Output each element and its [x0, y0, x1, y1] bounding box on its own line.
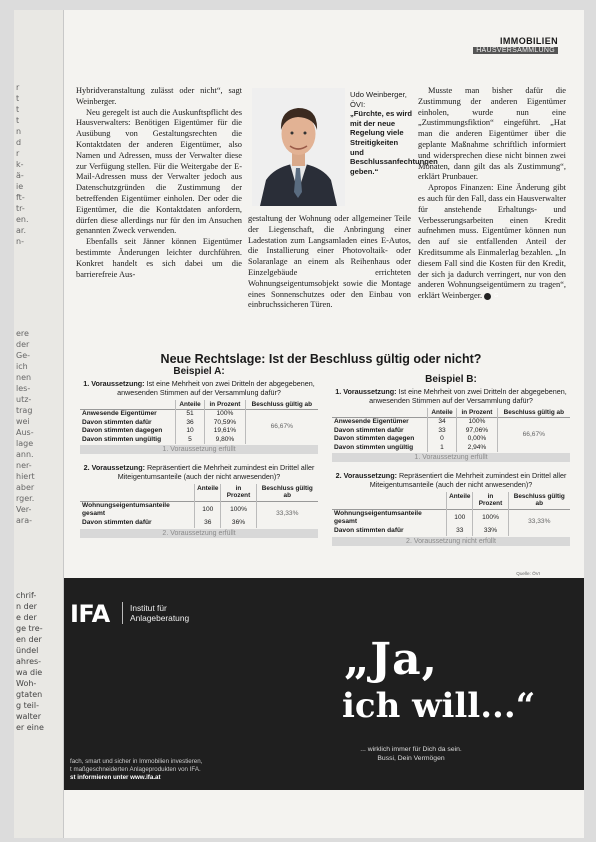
- row-anteile: 0: [427, 435, 457, 444]
- row-label: Davon stimmten dagegen: [82, 427, 163, 435]
- table-header-row: [332, 408, 570, 418]
- row-prozent: 100%: [205, 410, 245, 419]
- condition-question: Ist eine Mehrheit von zwei Dritteln der abgegebenen, anwesenden Stimmen auf der Versammlung dafür?: [369, 387, 567, 405]
- bleed-line: Aus-: [16, 428, 34, 437]
- bleed-line: Ge-: [16, 351, 31, 360]
- condition-text: [80, 380, 318, 398]
- condition-block: [332, 388, 570, 462]
- condition-heading: 1. Voraussetzung:: [83, 379, 145, 388]
- row-anteile: 10: [175, 427, 205, 436]
- bleed-line: tr-: [16, 204, 25, 213]
- example-a: [80, 366, 318, 538]
- bleed-line: d: [16, 138, 22, 147]
- row-prozent: 100%: [221, 501, 256, 519]
- header-prozent: in Prozent: [473, 492, 508, 509]
- section-header: [473, 36, 558, 54]
- institute-name: [130, 603, 189, 623]
- bleed-line: ie: [16, 182, 24, 191]
- article-column-2: [248, 214, 411, 311]
- row-label: Wohnungseigentumsanteile gesamt: [332, 509, 447, 527]
- condition-heading: 1. Voraussetzung:: [335, 387, 397, 396]
- photo-caption: [350, 90, 438, 176]
- header-prozent: in Prozent: [221, 484, 256, 501]
- bleed-line: g teil-: [16, 701, 40, 710]
- logo-divider: [122, 602, 123, 624]
- portrait-illustration: [252, 88, 345, 206]
- condition-question: Repräsentiert die Mehrheit zumindest ein Drittel aller Miteigentumsanteile (auch der nicht anwesenden)?: [369, 471, 567, 490]
- bleed-line: walter: [16, 712, 42, 721]
- bleed-line: Woh-: [16, 679, 37, 688]
- ad-link-text[interactable]: st informieren unter www.ifa.at: [70, 774, 161, 782]
- previous-page-edge: [14, 10, 64, 838]
- bleed-line: t: [16, 105, 20, 114]
- vote-table: [332, 492, 570, 536]
- bleed-line: ft-: [16, 193, 25, 202]
- condition-status: 2. Voraussetzung erfüllt: [80, 529, 318, 538]
- row-label: Wohnungseigentumsanteile gesamt: [80, 501, 195, 519]
- header-prozent: in Prozent: [205, 400, 245, 410]
- bleed-line: hiert: [16, 472, 35, 481]
- row-prozent: 0,00%: [457, 435, 497, 444]
- bleed-line: chrif-: [16, 591, 37, 600]
- bleed-line: ich: [16, 362, 28, 371]
- row-prozent: 19,61%: [205, 427, 245, 436]
- row-prozent: 9,80%: [205, 436, 245, 445]
- bleed-line: ara-: [16, 516, 32, 525]
- article-column-1: [76, 86, 242, 280]
- bleed-text-middle: [16, 328, 60, 526]
- condition-heading: 2. Voraussetzung:: [83, 463, 145, 473]
- magazine-page: [14, 10, 584, 838]
- vote-table: [80, 484, 318, 528]
- row-label: Anwesende Eigentümer: [80, 410, 175, 419]
- condition-text: [80, 464, 318, 482]
- condition-status: 1. Voraussetzung erfüllt: [80, 445, 318, 454]
- bleed-line: ahres-: [16, 657, 42, 666]
- row-prozent: 100%: [473, 509, 508, 527]
- bleed-line: trag: [16, 406, 33, 415]
- section-title: IMMOBILIEN: [500, 36, 558, 46]
- paragraph: gestaltung der Wohnung oder allgemeiner Teile der Liegenschaft, die Anbringung einer Ladestation zum Langsamladen eines E-Autos, die Installierung einer Photovoltaik- oder Solaranlage an einem als Reihenhaus oder Einzelgebäude errichteten Wohnungseigentumsobjekt sowie die Montage eines Sonnenschutzes oder den Einbau von einbruchssicheren Türen.: [248, 214, 411, 310]
- condition-text: [332, 388, 570, 406]
- bleed-line: ere: [16, 329, 29, 338]
- row-anteile: 1: [427, 444, 457, 453]
- bleed-line: n-: [16, 237, 24, 246]
- row-anteile: 100: [447, 509, 473, 527]
- row-anteile: 5: [175, 436, 205, 445]
- row-label: Davon stimmten dafür: [334, 426, 404, 434]
- subline-line: Bussi, Dein Vermögen: [377, 754, 445, 762]
- condition-block: [80, 380, 318, 454]
- header-beschluss: Beschluss gültig ab: [256, 484, 318, 501]
- section-subtitle: HAUSVERSAMMLUNG: [473, 47, 558, 54]
- row-label: Davon stimmten ungültig: [82, 435, 162, 443]
- header-beschluss: Beschluss gültig ab: [245, 400, 318, 410]
- row-prozent: 97,06%: [457, 427, 497, 436]
- bleed-line: en der: [16, 635, 42, 644]
- condition-question: Ist eine Mehrheit von zwei Dritteln der abgegebenen, anwesenden Stimmen auf der Versammlung dafür?: [117, 379, 315, 397]
- row-label: Davon stimmten ungültig: [334, 443, 414, 451]
- header-anteile: Anteile: [195, 484, 221, 501]
- table-row: [80, 410, 318, 419]
- bleed-line: wa die: [16, 668, 43, 677]
- desc-line: fach, smart und sicher in Immobilien investieren,: [70, 758, 203, 765]
- paragraph: Hybridveranstaltung zulässt oder nicht“, sagt Weinberger.: [76, 86, 242, 106]
- bleed-line: r: [16, 149, 20, 158]
- condition-block: [332, 472, 570, 545]
- ifa-advertisement: [64, 578, 584, 790]
- bleed-line: lage: [16, 439, 34, 448]
- bleed-line: n: [16, 127, 22, 136]
- bleed-line: ge tre-: [16, 624, 43, 633]
- example-title: Beispiel B:: [425, 374, 477, 385]
- threshold-value: 66,67%: [245, 410, 318, 445]
- table-header-row: [80, 400, 318, 410]
- ifa-logo: IFA: [70, 600, 110, 628]
- bleed-line: t: [16, 116, 20, 125]
- row-prozent: 36%: [221, 519, 256, 528]
- threshold-value: 66,67%: [497, 418, 570, 453]
- ad-description: [70, 758, 202, 783]
- condition-text: [332, 472, 570, 490]
- row-label: Davon stimmten dafür: [82, 518, 152, 526]
- desc-line: t maßgeschneiderten Anlageprodukten von IFA.: [70, 766, 201, 774]
- bleed-line: r: [16, 83, 20, 92]
- bleed-line: aber: [16, 483, 35, 492]
- header-beschluss: Beschluss gültig ab: [508, 492, 570, 509]
- paragraph: Ebenfalls seit Jänner können Eigentümer bestimmte Änderungen leichter durchführen. Konkret handelt es sich dabei um die barrierefreie Aus-: [76, 237, 242, 279]
- bleed-line: ündel: [16, 646, 39, 655]
- row-anteile: 51: [175, 410, 205, 419]
- caption-name: Udo Weinberger, ÖVI:: [350, 90, 407, 109]
- bleed-line: Ver-: [16, 505, 32, 514]
- header-anteile: Anteile: [175, 400, 205, 410]
- table-row: [332, 509, 570, 527]
- row-label: Davon stimmten dafür: [82, 418, 152, 426]
- ad-headline-1: „Ja,: [344, 634, 438, 685]
- ad-headline-2: ich will...“: [342, 686, 536, 726]
- ad-subline: [356, 746, 466, 763]
- caption-quote: „Fürchte, es wird mit der neue Regelung viele Streitigkeiten und Beschlussanfechtungen geben.“: [350, 109, 438, 176]
- table-header-row: [80, 484, 318, 501]
- bleed-line: wei: [16, 417, 30, 426]
- row-anteile: 36: [195, 519, 221, 528]
- table-row: [80, 501, 318, 519]
- table-title: Neue Rechtslage: Ist der Beschluss gültig oder nicht?: [160, 352, 482, 366]
- row-label: Davon stimmten dagegen: [334, 435, 415, 443]
- bleed-text-top: [16, 82, 60, 247]
- row-label: Davon stimmten dafür: [334, 526, 404, 534]
- bleed-text-bottom: [16, 590, 60, 733]
- row-prozent: 100%: [457, 418, 497, 427]
- row-anteile: 36: [175, 419, 205, 428]
- header-beschluss: Beschluss gültig ab: [497, 408, 570, 418]
- row-prozent: 2,94%: [457, 444, 497, 453]
- bleed-line: k-: [16, 160, 24, 169]
- bleed-line: utz-: [16, 395, 32, 404]
- bleed-line: n der: [16, 602, 37, 611]
- bleed-line: ar.: [16, 226, 26, 235]
- article-column-3: [418, 86, 566, 302]
- bleed-line: t: [16, 94, 20, 103]
- header-blank: [332, 408, 427, 418]
- condition-block: [80, 464, 318, 537]
- example-title: Beispiel A:: [173, 366, 225, 377]
- portrait-photo: [252, 88, 345, 206]
- paragraph: Neu geregelt ist auch die Auskunftspflicht des Hausverwalters: Benötigen Eigentümer für die Ausübung von Gestaltungsrechten die Kontaktdaten der anderen Eigentümer, also Namen und Adressen, muss der Verwalter diese zur Verfügung stellen. Für die Weitergabe der E-Mail-Adressen muss der Verwalter jedoch aus Datenschutzgründen die Zustimmung der betreffenden Eigentümer einholen. Der oder die Eigentümer, die die Kontaktdaten anfordern, dürfen diese allerdings nur für den im Ansuchen genannten Zweck verwenden.: [76, 107, 242, 236]
- desc-line-link[interactable]: [70, 774, 202, 782]
- table-header-row: [332, 492, 570, 509]
- bleed-line: der: [16, 340, 30, 349]
- paragraph: Musste man bisher dafür die Zustimmung der anderen Eigentümer einholen, wurde nun eine „Zustimmungsfiktion“ eingeführt. „Hat man die anderen Eigentümer über die geplante Maßnahme schriftlich informiert und widersprechen diese nicht binnen zwei Monaten, dann gilt das als Zustimmung“, erklärt Prunbauer.: [418, 86, 566, 182]
- subline-line: ... wirklich immer für Dich da sein.: [360, 746, 462, 753]
- institute-line: Institut für: [130, 603, 167, 613]
- condition-question: Repräsentiert die Mehrheit zumindest ein Drittel aller Miteigentumsanteile (auch der nicht anwesenden)?: [117, 463, 315, 482]
- bleed-line: les-: [16, 384, 31, 393]
- header-blank: [80, 484, 195, 501]
- vote-table: [332, 408, 570, 453]
- paragraph: [418, 183, 566, 302]
- institute-line: Anlageberatung: [130, 613, 190, 623]
- example-b: [332, 374, 570, 546]
- header-blank: [332, 492, 447, 509]
- threshold-value: 33,33%: [256, 501, 318, 527]
- bleed-line: ner-: [16, 461, 32, 470]
- condition-status: 1. Voraussetzung erfüllt: [332, 453, 570, 462]
- condition-heading: 2. Voraussetzung:: [335, 471, 397, 481]
- bleed-line: er eine: [16, 723, 44, 732]
- row-anteile: 100: [195, 501, 221, 519]
- table-row: [332, 418, 570, 427]
- table-source: Quelle: ÖVI: [516, 571, 540, 576]
- header-blank: [80, 400, 175, 410]
- row-anteile: 33: [447, 527, 473, 536]
- bleed-line: gtaten: [16, 690, 43, 699]
- bleed-line: nen: [16, 373, 32, 382]
- bleed-line: e der: [16, 613, 37, 622]
- row-label: Anwesende Eigentümer: [332, 418, 427, 427]
- bleed-line: rger.: [16, 494, 35, 503]
- bleed-line: en.: [16, 215, 29, 224]
- bleed-line: ann.: [16, 450, 34, 459]
- threshold-value: 33,33%: [508, 509, 570, 535]
- row-anteile: 33: [427, 427, 457, 436]
- paragraph-text: Apropos Finanzen: Eine Änderung gibt es auch für den Fall, dass ein Hausverwalter für anstehende Erhaltungs- und Verbesserungsarbeiten einen Kredit aufnehmen muss. Eigentümer können nun den auf sie entfallenden Anteil der Kreditsumme als Einmalerlag bezahlen. „In diesem Fall sind die Kosten für den Kredit, der sich ja dadurch verringert, nur von den anderen Wohnungseigentümern zu tragen“, erklärt Weinberger.: [418, 183, 566, 301]
- header-prozent: in Prozent: [457, 408, 497, 418]
- row-anteile: 34: [427, 418, 457, 427]
- bleed-line: ä-: [16, 171, 24, 180]
- vote-table: [80, 400, 318, 445]
- header-anteile: Anteile: [447, 492, 473, 509]
- end-mark-icon: G: [484, 293, 491, 300]
- row-prozent: 33%: [473, 527, 508, 536]
- row-prozent: 70,59%: [205, 419, 245, 428]
- condition-status: 2. Voraussetzung nicht erfüllt: [332, 537, 570, 546]
- header-anteile: Anteile: [427, 408, 457, 418]
